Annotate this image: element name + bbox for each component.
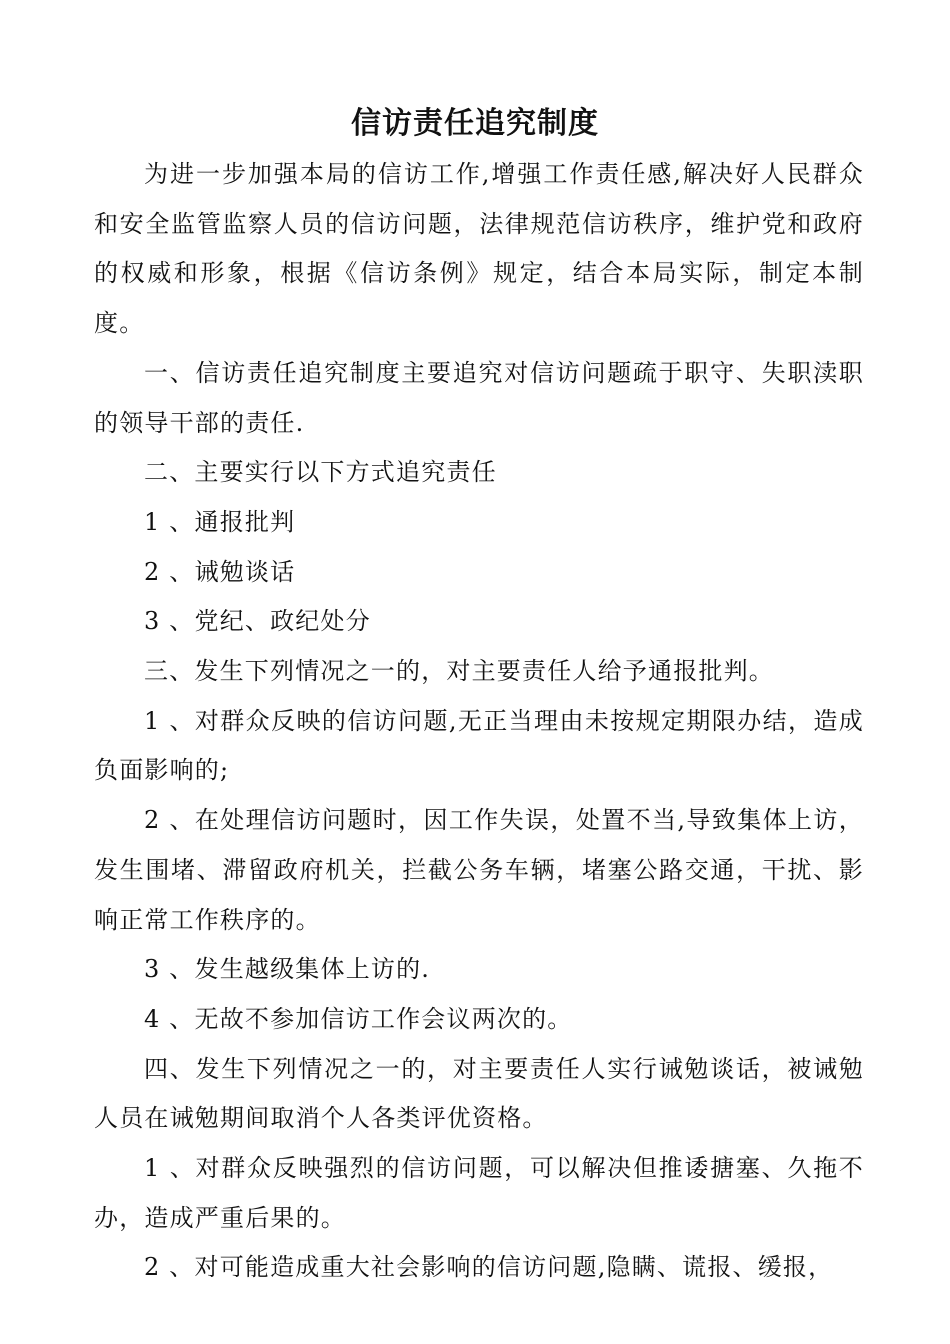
paragraph-section-1: 一、信访责任追究制度主要追究对信访问题疏于职守、失职渎职的领导干部的责任. xyxy=(94,358,864,437)
list-item: 2 、对可能造成重大社会影响的信访问题,隐瞒、谎报、缓报， xyxy=(144,1253,834,1282)
list-item: 4 、无故不参加信访工作会议两次的。 xyxy=(144,1004,573,1033)
list-item: 2 、在处理信访问题时，因工作失误，处置不当,导致集体上访，发生围堵、滞留政府机关，拦截公务车辆，堵塞公路交通，干扰、影响正常工作秩序的。 xyxy=(94,806,864,934)
list-item: 3 、党纪、政纪处分 xyxy=(144,607,371,636)
list-item: 1 、对群众反映的信访问题,无正当理由未按规定期限办结，造成负面影响的; xyxy=(94,706,864,785)
list-item: 2 、诫勉谈话 xyxy=(144,557,296,586)
paragraph-section-2: 二、主要实行以下方式追究责任 xyxy=(144,458,497,487)
list-item: 1 、对群众反映强烈的信访问题，可以解决但推诿搪塞、久拖不办，造成严重后果的。 xyxy=(94,1154,864,1232)
paragraph-section-3: 三、发生下列情况之一的，对主要责任人给予通报批判。 xyxy=(144,657,774,686)
list-item: 3 、发生越级集体上访的. xyxy=(144,955,431,984)
document-body xyxy=(94,150,864,1293)
paragraph-intro: 为进一步加强本局的信访工作,增强工作责任感,解决好人民群众和安全监管监察人员的信访问题，法律规范信访秩序，维护党和政府的权威和形象，根据《信访条例》规定，结合本局实际，制定本制度。 xyxy=(94,160,864,338)
document-title: 信访责任追究制度 xyxy=(351,106,599,141)
paragraph-section-4: 四、发生下列情况之一的，对主要责任人实行诫勉谈话，被诫勉人员在诫勉期间取消个人各类评优资格。 xyxy=(94,1054,864,1133)
list-item: 1 、通报批判 xyxy=(144,507,296,536)
